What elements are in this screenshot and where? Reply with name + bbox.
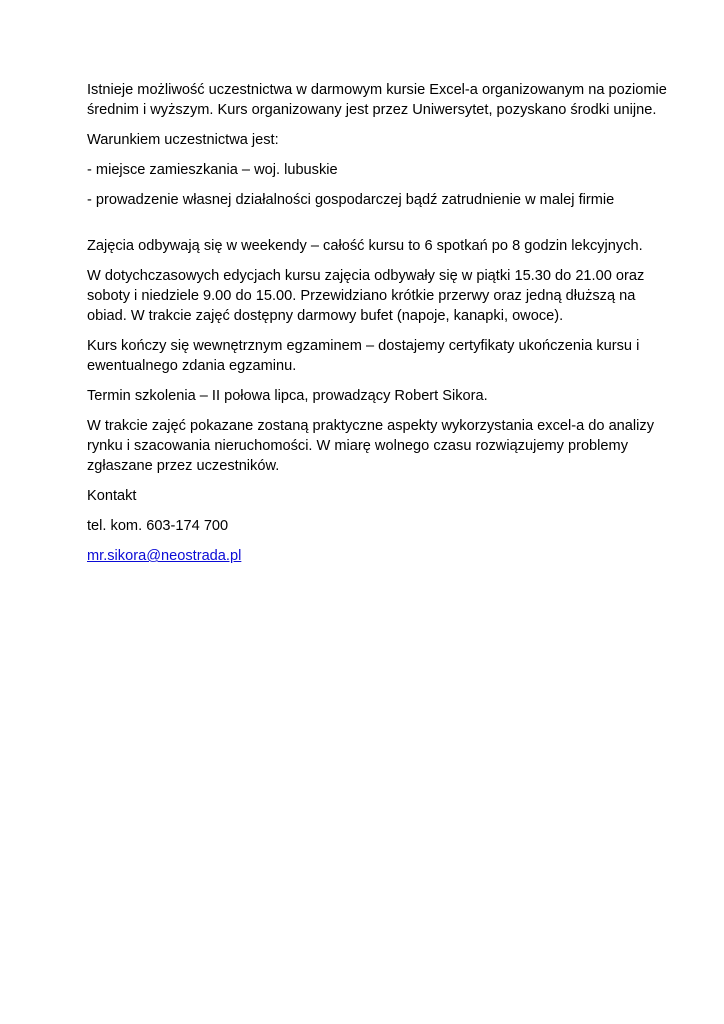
requirement-item: - prowadzenie własnej działalności gospodarczej bądź zatrudnienie w malej firmie: [87, 192, 615, 208]
email-paragraph: [87, 546, 667, 566]
email-link[interactable]: mr.sikora@neostrada.pl: [87, 548, 242, 564]
exam-paragraph: Kurs kończy się wewnętrznym egzaminem – dostajemy certyfikaty ukończenia kursu i ewentualnego zdania egzaminu.: [87, 338, 640, 374]
contact-heading: Kontakt: [87, 488, 137, 504]
requirements-heading: Warunkiem uczestnictwa jest:: [87, 132, 279, 148]
requirement-item: - miejsce zamieszkania – woj. lubuskie: [87, 162, 338, 178]
document-body: [87, 80, 667, 576]
term-paragraph: Termin szkolenia – II połowa lipca, prowadzący Robert Sikora.: [87, 388, 488, 404]
phone-number: tel. kom. 603-174 700: [87, 518, 229, 534]
hours-paragraph: W dotychczasowych edycjach kursu zajęcia odbywały się w piątki 15.30 do 21.00 oraz soboty i niedziele 9.00 do 15.00. Przewidziano krótkie przerwy oraz jedną dłuższą na obiad. W trakcie zajęć dostępny darmowy bufet (napoje, kanapki, owoce).: [87, 268, 645, 324]
intro-paragraph: Istnieje możliwość uczestnictwa w darmowym kursie Excel-a organizowanym na poziomie średnim i wyższym. Kurs organizowany jest przez Uniwersytet, pozyskano środki unijne.: [87, 82, 667, 118]
topics-paragraph: W trakcie zajęć pokazane zostaną praktyczne aspekty wykorzystania excel-a do analizy rynku i szacowania nieruchomości. W miarę wolnego czasu rozwiązujemy problemy zgłaszane przez uczestników.: [87, 418, 654, 474]
schedule-paragraph: Zajęcia odbywają się w weekendy – całość kursu to 6 spotkań po 8 godzin lekcyjnych.: [87, 238, 643, 254]
